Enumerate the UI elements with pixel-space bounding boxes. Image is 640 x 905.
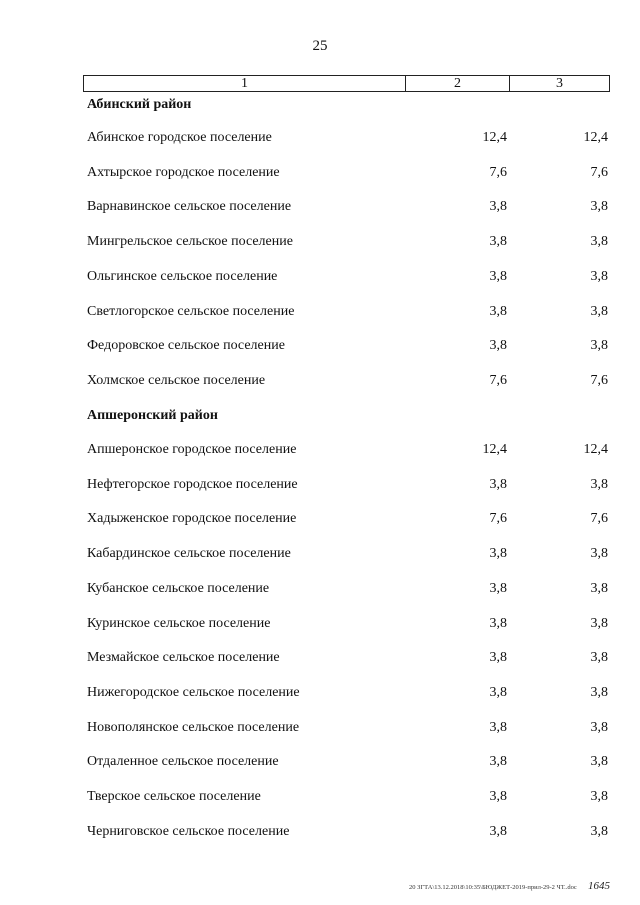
value-column-2: 3,8 — [489, 234, 507, 250]
footer-page-mark: 1645 — [588, 880, 610, 892]
value-column-3: 3,8 — [590, 338, 608, 354]
table-row — [0, 304, 640, 324]
settlement-name: Хадыженское городское поселение — [87, 511, 297, 527]
column-header-1: 1 — [84, 76, 406, 91]
value-column-3: 3,8 — [590, 650, 608, 666]
value-column-3: 3,8 — [590, 268, 608, 284]
settlement-name: Ольгинское сельское поселение — [87, 268, 278, 284]
table-row — [0, 720, 640, 740]
footer-file-path: 20 ЗГТА\13.12.2018\10:35\БЮДЖЕТ-2019-прил-29-2 ЧТ..doc — [409, 884, 577, 891]
page-number: 25 — [312, 38, 328, 54]
table-row — [0, 165, 640, 185]
value-column-2: 3,8 — [489, 754, 507, 770]
value-column-3: 12,4 — [583, 442, 608, 457]
table-row — [0, 130, 640, 150]
value-column-2: 3,8 — [489, 199, 507, 215]
table-row — [0, 546, 640, 566]
value-column-2: 3,8 — [489, 823, 507, 839]
column-header-3: 3 — [556, 75, 563, 91]
settlement-name: Мезмайское сельское поселение — [87, 650, 280, 666]
value-column-2: 12,4 — [482, 442, 507, 457]
value-column-2: 3,8 — [489, 615, 507, 631]
settlement-name: Новополянское сельское поселение — [87, 719, 300, 735]
table-row — [0, 789, 640, 809]
value-column-2: 7,6 — [489, 511, 507, 527]
value-column-2: 7,6 — [489, 164, 507, 180]
value-column-3: 7,6 — [590, 164, 608, 180]
settlement-name: Федоровское сельское поселение — [87, 338, 285, 354]
settlement-name: Абинское городское поселение — [87, 130, 272, 145]
settlement-name: Черниговское сельское поселение — [87, 823, 290, 839]
table-row — [0, 269, 640, 289]
settlement-name: Кубанское сельское поселение — [87, 580, 270, 596]
table-row — [0, 234, 640, 254]
table-row — [0, 754, 640, 774]
value-column-2: 7,6 — [489, 372, 507, 388]
settlement-name: Нефтегорское городское поселение — [87, 476, 298, 492]
value-column-2: 3,8 — [489, 684, 507, 700]
value-column-2: 3,8 — [489, 719, 507, 735]
settlement-name: Холмское сельское поселение — [87, 372, 266, 388]
table-row — [0, 373, 640, 393]
district-heading — [0, 408, 640, 428]
value-column-2: 3,8 — [489, 546, 507, 562]
settlement-name: Ахтырское городское поселение — [87, 164, 280, 180]
table-row — [0, 616, 640, 636]
table-header — [83, 75, 610, 92]
value-column-3: 3,8 — [590, 234, 608, 250]
value-column-3: 3,8 — [590, 199, 608, 215]
column-header-2: 2 — [406, 76, 510, 91]
settlement-name: Варнавинское сельское поселение — [87, 199, 292, 215]
value-column-2: 3,8 — [489, 268, 507, 284]
district-heading — [0, 97, 640, 117]
table-row — [0, 650, 640, 670]
value-column-3: 7,6 — [590, 372, 608, 388]
value-column-3: 3,8 — [590, 615, 608, 631]
table-row — [0, 199, 640, 219]
district-name: Апшеронский район — [87, 408, 218, 423]
value-column-3: 3,8 — [590, 823, 608, 839]
value-column-2: 3,8 — [489, 789, 507, 804]
table-row — [0, 581, 640, 601]
value-column-3: 7,6 — [590, 511, 608, 527]
value-column-2: 3,8 — [489, 338, 507, 354]
value-column-3: 3,8 — [590, 546, 608, 562]
settlement-name: Кабардинское сельское поселение — [87, 546, 291, 562]
table-row — [0, 511, 640, 531]
value-column-3: 3,8 — [590, 754, 608, 770]
value-column-3: 3,8 — [590, 789, 608, 804]
value-column-2: 3,8 — [489, 650, 507, 666]
value-column-3: 3,8 — [590, 476, 608, 492]
table-row — [0, 824, 640, 844]
settlement-name: Куринское сельское поселение — [87, 615, 271, 631]
settlement-name: Мингрельское сельское поселение — [87, 234, 293, 250]
value-column-3: 3,8 — [590, 580, 608, 596]
settlement-name: Светлогорское сельское поселение — [87, 303, 295, 319]
settlement-name: Апшеронское городское поселение — [87, 442, 297, 457]
value-column-2: 3,8 — [489, 476, 507, 492]
table-row — [0, 685, 640, 705]
settlement-name: Отдаленное сельское поселение — [87, 754, 279, 770]
settlement-name: Тверское сельское поселение — [87, 789, 261, 804]
value-column-2: 3,8 — [489, 580, 507, 596]
value-column-3: 12,4 — [583, 130, 608, 145]
value-column-2: 12,4 — [482, 130, 507, 145]
table-row — [0, 442, 640, 462]
district-name: Абинский район — [87, 97, 192, 112]
value-column-3: 3,8 — [590, 684, 608, 700]
value-column-3: 3,8 — [590, 719, 608, 735]
value-column-3: 3,8 — [590, 303, 608, 319]
value-column-2: 3,8 — [489, 303, 507, 319]
table-row — [0, 338, 640, 358]
settlement-name: Нижегородское сельское поселение — [87, 684, 300, 700]
table-row — [0, 477, 640, 497]
